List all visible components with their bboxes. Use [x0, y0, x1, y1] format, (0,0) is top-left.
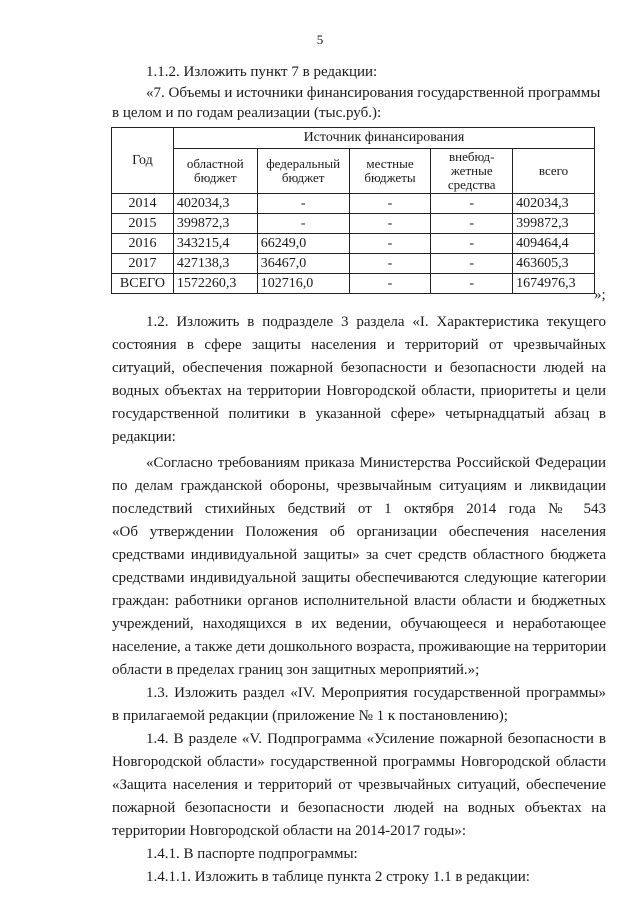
header-year: Год — [112, 128, 174, 194]
header-total: всего — [513, 149, 595, 194]
header-regional: областной бюджет — [173, 149, 257, 194]
quote-line-i: население, а также дети дошкольного возраста, проживающие на территории — [112, 639, 607, 655]
cell-federal: 66249,0 — [257, 234, 349, 254]
header-federal: федеральный бюджет — [257, 149, 349, 194]
cell-regional: 343215,4 — [173, 234, 257, 254]
cell-federal: 102716,0 — [257, 274, 349, 294]
quote-line-c: последствий стихийных бедствий от 1 октября 2014 года № 543 — [112, 501, 606, 517]
cell-local: - — [349, 254, 431, 274]
p12-line-6: редакции: — [112, 429, 176, 445]
cell-extrabudget: - — [431, 254, 513, 274]
cell-regional: 402034,3 — [173, 194, 257, 214]
quote-line-f: средствами индивидуальной защиты обеспечиваются следующие категории — [112, 570, 606, 586]
cell-extrabudget: - — [431, 194, 513, 214]
cell-year: 2014 — [112, 194, 174, 214]
p13-line-2: в прилагаемой редакции (приложение № 1 к постановлению); — [112, 708, 508, 724]
cell-local: - — [349, 194, 431, 214]
cell-federal: - — [257, 194, 349, 214]
cell-extrabudget: - — [431, 274, 513, 294]
quote-line-h: учреждений, находящихся в их ведении, обучающееся и неработающее — [112, 616, 606, 632]
cell-total: 463605,3 — [513, 254, 595, 274]
p141: 1.4.1. В паспорте подпрограммы: — [146, 846, 358, 862]
cell-total: 402034,3 — [513, 194, 595, 214]
quote-line-j: области в пределах границ зон защитных мероприятий.»; — [112, 662, 480, 678]
header-local: местные бюджеты — [349, 149, 431, 194]
p12-line-5: государственной политики в указанной сфере» четырнадцатый абзац в — [112, 406, 606, 422]
header-source: Источник финансирования — [173, 128, 594, 149]
table-row — [112, 234, 595, 254]
p12-line-2: состояния в сфере защиты населения и территорий от чрезвычайных — [112, 337, 606, 353]
cell-regional: 399872,3 — [173, 214, 257, 234]
p1411: 1.4.1.1. Изложить в таблице пункта 2 строку 1.1 в редакции: — [146, 869, 530, 885]
cell-year: 2015 — [112, 214, 174, 234]
p14-line-1: 1.4. В разделе «V. Подпрограмма «Усиление пожарной безопасности в — [146, 731, 606, 747]
financing-table — [111, 127, 595, 294]
cell-extrabudget: - — [431, 234, 513, 254]
table-row — [112, 214, 595, 234]
cell-total: 399872,3 — [513, 214, 595, 234]
cell-local: - — [349, 234, 431, 254]
cell-local: - — [349, 214, 431, 234]
cell-federal: 36467,0 — [257, 254, 349, 274]
cell-year: 2017 — [112, 254, 174, 274]
cell-year: ВСЕГО — [112, 274, 174, 294]
p12-line-4: водных объектах на территории Новгородской области, приоритеты и цели — [112, 383, 606, 399]
cell-federal: - — [257, 214, 349, 234]
cell-year: 2016 — [112, 234, 174, 254]
p13-line-1: 1.3. Изложить раздел «IV. Мероприятия государственной программы» — [146, 685, 606, 701]
quote-line-a: «Согласно требованиям приказа Министерства Российской Федерации — [146, 455, 606, 471]
cell-extrabudget: - — [431, 214, 513, 234]
quote-line-e: средствами индивидуальной защиты» за счет средств областного бюджета — [112, 547, 606, 563]
page-number: 5 — [316, 32, 324, 47]
quote-line-1: «7. Объемы и источники финансирования государственной программы — [146, 85, 601, 101]
quote-line-b: по делам гражданской обороны, чрезвычайным ситуациям и ликвидации — [112, 478, 606, 494]
quote-line-g: граждан: работники органов исполнительной власти области и бюджетных — [112, 593, 606, 609]
cell-regional: 1572260,3 — [173, 274, 257, 294]
cell-total: 409464,4 — [513, 234, 595, 254]
table-row — [112, 194, 595, 214]
p14-line-4: пожарной безопасности и безопасности людей на водных объектах на — [112, 800, 606, 816]
table-row — [112, 254, 595, 274]
cell-regional: 427138,3 — [173, 254, 257, 274]
cell-local: - — [349, 274, 431, 294]
p14-line-5: территории Новгородской области на 2014-2017 годы»: — [112, 823, 467, 839]
quote-line-2: в целом и по годам реализации (тыс.руб.): — [112, 105, 382, 121]
table-row-total — [112, 274, 595, 294]
p12-line-3: ситуаций, обеспечения пожарной безопасности и безопасности людей на — [112, 360, 606, 376]
item-1-1-2: 1.1.2. Изложить пункт 7 в редакции: — [146, 64, 378, 80]
p14-line-3: «Защита населения и территорий от чрезвычайных ситуаций, обеспечение — [112, 777, 606, 793]
quote-line-d: «Об утверждении Положения об организации обеспечения населения — [112, 524, 606, 540]
p14-line-2: Новгородской области» государственной программы Новгородской области — [112, 754, 606, 770]
header-extrabudget: внебюд-жетные средства — [431, 149, 513, 194]
p12-line-1: 1.2. Изложить в подразделе 3 раздела «I. Характеристика текущего — [146, 314, 606, 330]
table-closing-quote: »; — [594, 287, 606, 303]
cell-total: 1674976,3 — [513, 274, 595, 294]
